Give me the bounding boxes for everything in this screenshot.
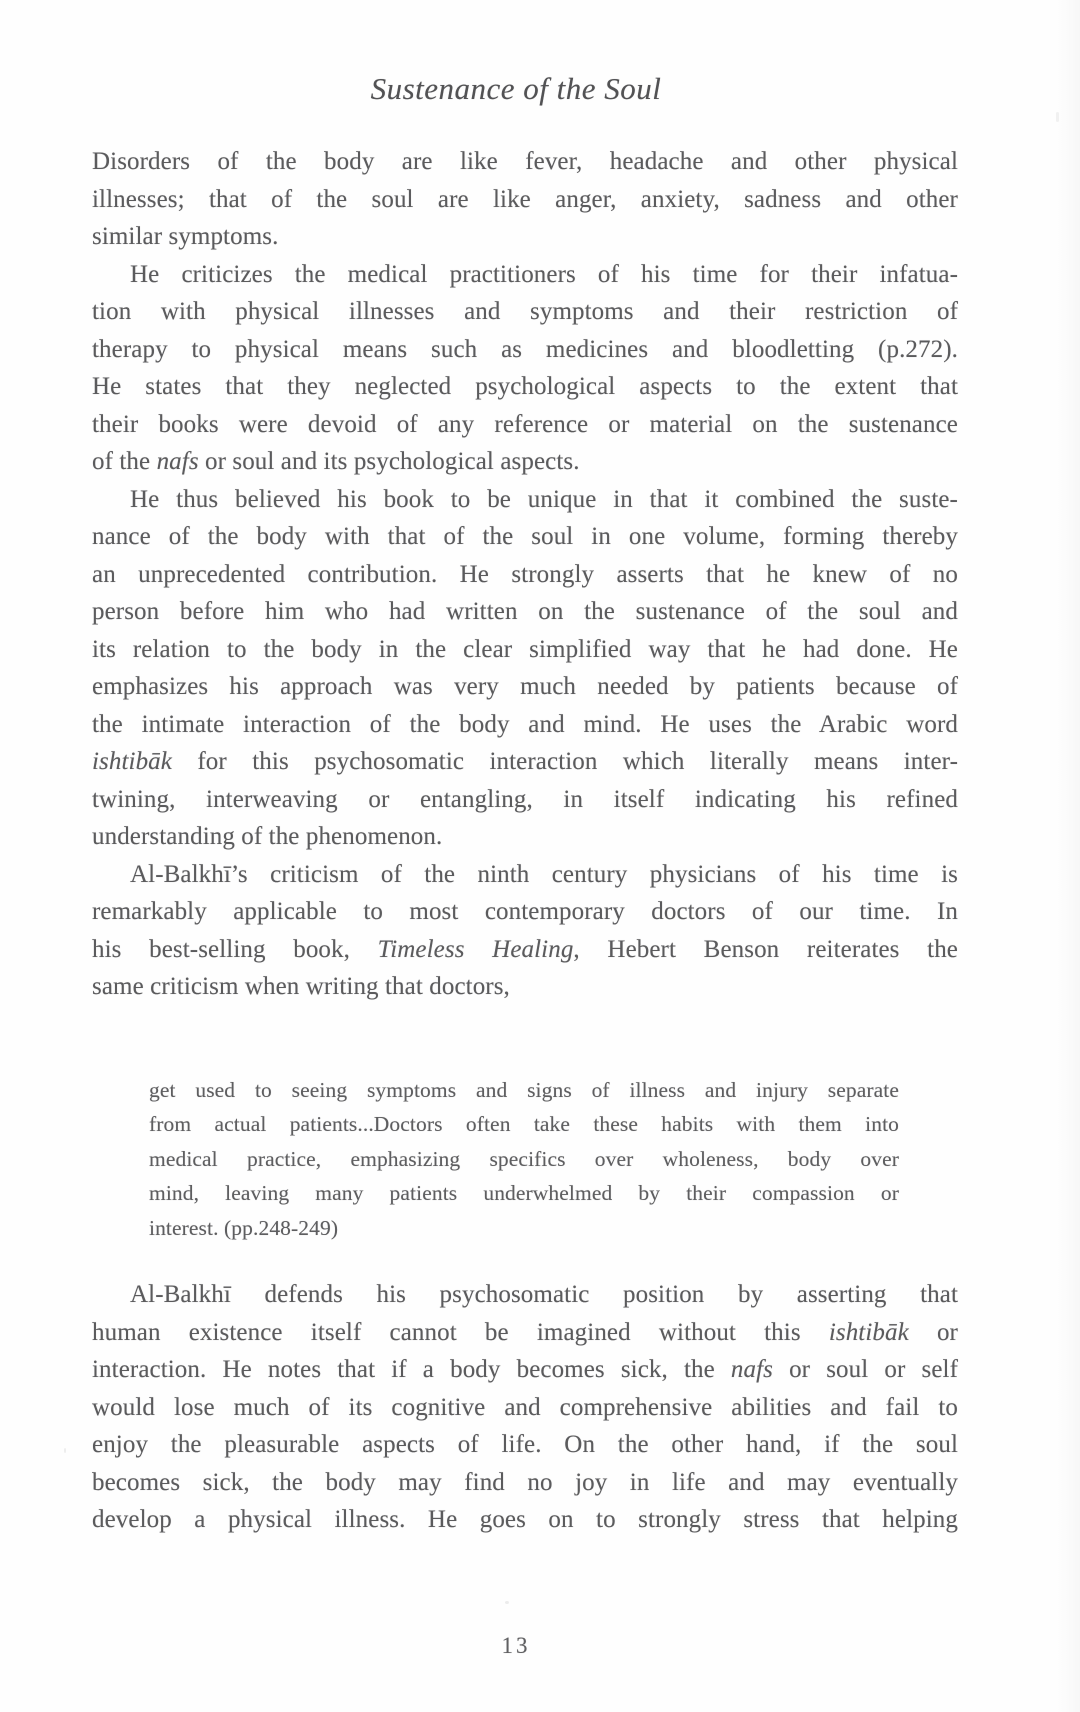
text-line: its relation to the body in the clear simplified way that he had done. He (92, 635, 958, 663)
text-line: understanding of the phenomenon. (92, 823, 443, 850)
text-line: ishtibāk for this psychosomatic interaction which literally means inter- (92, 748, 958, 775)
text-line: becomes sick, the body may find no joy in life and may eventually (92, 1468, 958, 1496)
text-line: Al-Balkhī defends his psychosomatic position by asserting that (130, 1281, 958, 1308)
text-line: medical practice, emphasizing specifics over wholeness, body over (149, 1146, 899, 1171)
paragraph (92, 1276, 958, 1539)
text-line: person before him who had written on the sustenance of the soul and (92, 598, 958, 625)
text-block (0, 106, 958, 1539)
paragraph (92, 856, 958, 1006)
text-line: mind, leaving many patients underwhelmed by their compassion or (149, 1181, 899, 1205)
text-line: same criticism when writing that doctors, (92, 973, 510, 1000)
text-line: He thus believed his book to be unique in that it combined the suste- (130, 485, 958, 513)
text-line: develop a physical illness. He goes on to strongly stress that helping (92, 1506, 958, 1533)
scan-artifact-speck (64, 1448, 66, 1453)
italic-term: ishtibāk (828, 1318, 909, 1346)
page-number: 13 (501, 1633, 531, 1658)
italic-term: nafs (156, 448, 199, 475)
italic-term: Timeless Healing (377, 935, 574, 963)
scan-artifact-edge (1056, 112, 1059, 122)
text-line: nance of the body with that of the soul in one volume, forming thereby (92, 523, 958, 550)
paragraph (92, 256, 958, 481)
paragraph (92, 481, 958, 856)
text-line: his best-selling book, Timeless Healing, Hebert Benson reiterates the (92, 935, 958, 963)
block-quote (149, 1073, 899, 1246)
text-line: He states that they neglected psychological aspects to the extent that (92, 373, 958, 400)
text-line: twining, interweaving or entangling, in itself indicating his refined (92, 785, 958, 813)
text-line: therapy to physical means such as medicines and bloodletting (p.272). (92, 335, 958, 363)
page-title: Sustenance of the Soul (370, 71, 662, 106)
paragraph (92, 143, 958, 256)
text-line: human existence itself cannot be imagined without this ishtibāk or (92, 1318, 958, 1346)
italic-term: ishtibāk (92, 748, 172, 775)
text-line: tion with physical illnesses and symptoms and their restriction of (92, 298, 958, 325)
text-line: similar symptoms. (92, 223, 279, 250)
text-line: Al-Balkhī’s criticism of the ninth century physicians of his time is (130, 860, 958, 888)
text-line: their books were devoid of any reference or material on the sustenance (92, 410, 958, 438)
text-line: Disorders of the body are like fever, headache and other physical (92, 148, 958, 175)
text-line: interest. (pp.248-249) (149, 1215, 339, 1240)
text-line: get used to seeing symptoms and signs of illness and injury separate (149, 1077, 899, 1102)
text-line: interaction. He notes that if a body becomes sick, the nafs or soul or self (92, 1356, 958, 1383)
text-line: remarkably applicable to most contemporary doctors of our time. In (92, 898, 958, 925)
text-line: illnesses; that of the soul are like anger, anxiety, sadness and other (92, 185, 958, 213)
text-line: enjoy the pleasurable aspects of life. On the other hand, if the soul (92, 1431, 958, 1458)
text-line: He criticizes the medical practitioners of his time for their infatua- (130, 260, 958, 288)
text-line: an unprecedented contribution. He strongly asserts that he knew of no (92, 560, 958, 588)
text-line: the intimate interaction of the body and mind. He uses the Arabic word (92, 710, 958, 738)
text-line: would lose much of its cognitive and comprehensive abilities and fail to (92, 1393, 958, 1421)
text-line: emphasizes his approach was very much needed by patients because of (92, 673, 958, 700)
italic-term: nafs (730, 1356, 773, 1383)
scan-artifact-speck (505, 1601, 509, 1604)
text-line: of the nafs or soul and its psychological aspects. (92, 448, 580, 475)
text-line: from actual patients...Doctors often take these habits with them into (149, 1112, 899, 1136)
